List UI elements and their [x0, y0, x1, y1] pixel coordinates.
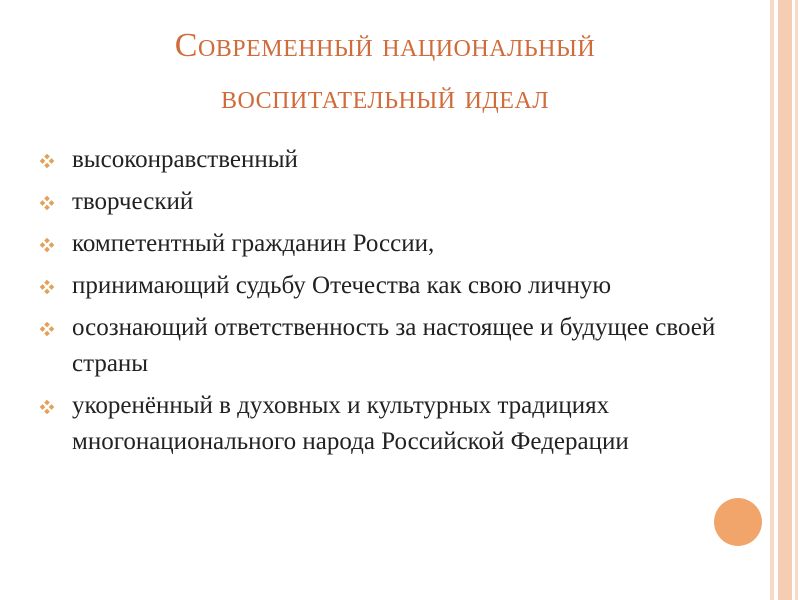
slide-title — [40, 20, 730, 124]
diamond-cluster-icon — [40, 280, 54, 294]
bullet-text: творческий — [72, 188, 194, 215]
bullet-item — [40, 142, 720, 178]
decorative-circle — [714, 498, 762, 546]
diamond-cluster-icon — [40, 196, 54, 210]
bullet-item — [40, 268, 720, 304]
bullet-item — [40, 184, 720, 220]
right-edge-stripe — [778, 0, 792, 600]
diamond-cluster-icon — [40, 154, 54, 168]
bullet-list — [40, 142, 720, 466]
diamond-cluster-icon — [40, 322, 54, 336]
bullet-item — [40, 226, 720, 262]
right-edge-stripe — [795, 0, 798, 600]
slide-title-line: Современный национальный — [174, 27, 596, 64]
bullet-text: осознающий ответственность за настоящее и будущее своей страны — [72, 314, 716, 377]
bullet-text: принимающий судьбу Отечества как свою личную — [72, 272, 612, 299]
bullet-text: высоконравственный — [72, 146, 298, 173]
bullet-text: укоренённый в духовных и культурных традициях многонационального народа Российской Федерации — [72, 392, 629, 455]
right-edge-stripe — [770, 0, 774, 600]
bullet-text: компетентный гражданин России, — [72, 230, 435, 257]
diamond-cluster-icon — [40, 400, 54, 414]
bullet-item — [40, 310, 720, 382]
slide-title-line: воспитательный идеал — [220, 79, 550, 116]
diamond-cluster-icon — [40, 238, 54, 252]
bullet-item — [40, 388, 720, 460]
